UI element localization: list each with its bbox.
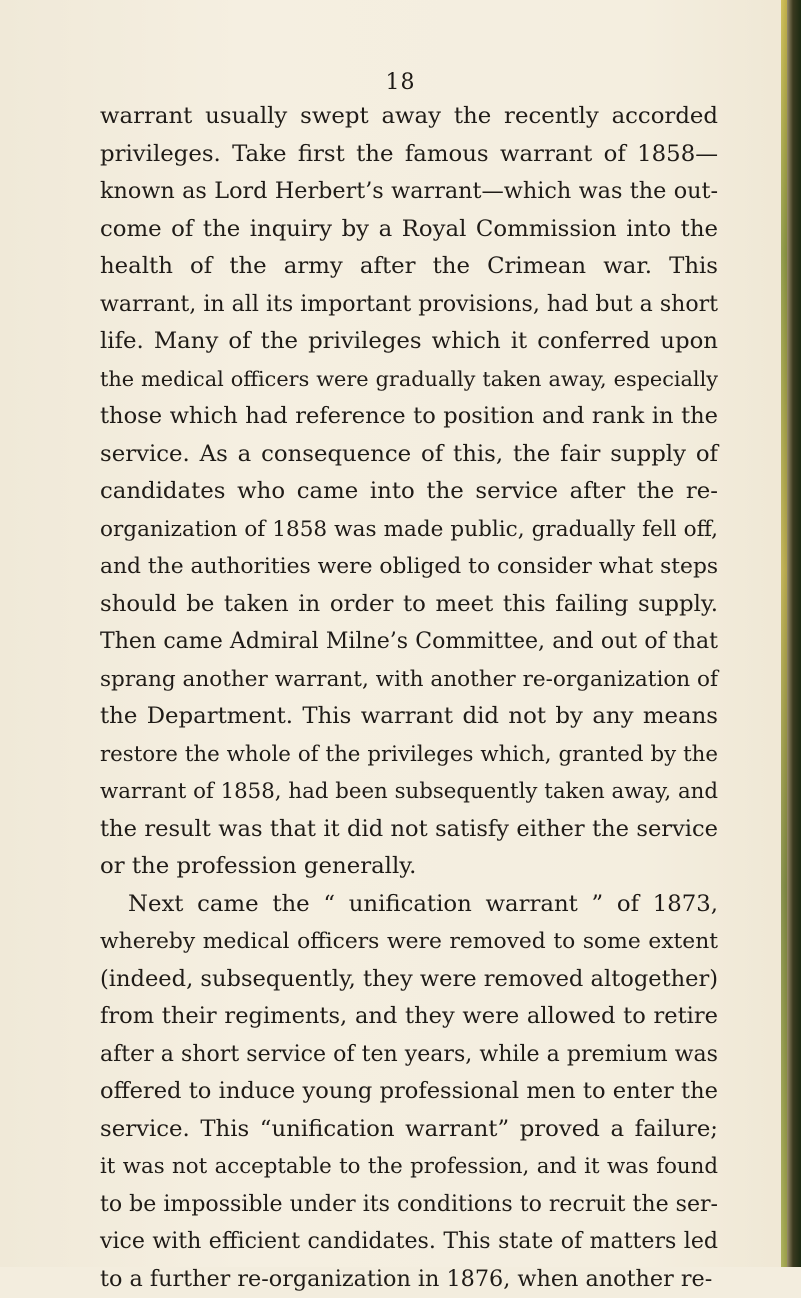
text-line: candidates who came into the service after the re-	[100, 473, 718, 511]
text-line: it was not acceptable to the profession, and it was found	[100, 1148, 718, 1186]
body-text	[100, 98, 718, 1298]
text-line: the result was that it did not satisfy either the service	[100, 811, 718, 849]
text-line: those which had reference to position and rank in the	[100, 398, 718, 436]
text-line: life. Many of the privileges which it conferred upon	[100, 323, 718, 361]
text-line: from their regiments, and they were allowed to retire	[100, 998, 718, 1036]
paragraph-first-line: Next came the “ unification warrant ” of 1873,	[100, 886, 718, 924]
text-line: privileges. Take first the famous warrant of 1858—	[100, 136, 718, 174]
text-line: whereby medical officers were removed to some extent	[100, 923, 718, 961]
text-line: vice with efficient candidates. This state of matters led	[100, 1223, 718, 1261]
text-line: the Department. This warrant did not by any means	[100, 698, 718, 736]
text-line: and the authorities were obliged to consider what steps	[100, 548, 718, 586]
text-line: service. As a consequence of this, the fair supply of	[100, 436, 718, 474]
text-line: service. This “unification warrant” proved a failure;	[100, 1111, 718, 1149]
text-line: to a further re-organization in 1876, when another re-	[100, 1261, 718, 1298]
text-line: after a short service of ten years, while a premium was	[100, 1036, 718, 1074]
page-number: 18	[0, 70, 801, 95]
text-line: Then came Admiral Milne’s Committee, and out of that	[100, 623, 718, 661]
text-line: organization of 1858 was made public, gradually fell off,	[100, 511, 718, 549]
text-line: or the profession generally.	[100, 848, 718, 886]
text-line: warrant usually swept away the recently accorded	[100, 98, 718, 136]
page-edge-tint	[781, 0, 787, 1267]
text-line: (indeed, subsequently, they were removed altogether)	[100, 961, 718, 999]
text-line: to be impossible under its conditions to recruit the ser-	[100, 1186, 718, 1224]
text-line: should be taken in order to meet this failing supply.	[100, 586, 718, 624]
text-line: warrant, in all its important provisions, had but a short	[100, 286, 718, 324]
text-line: warrant of 1858, had been subsequently taken away, and	[100, 773, 718, 811]
text-line: known as Lord Herbert’s warrant—which was the out-	[100, 173, 718, 211]
text-line: health of the army after the Crimean war. This	[100, 248, 718, 286]
text-line: restore the whole of the privileges which, granted by the	[100, 736, 718, 774]
text-line: the medical officers were gradually taken away, especially	[100, 361, 718, 399]
text-line: sprang another warrant, with another re-organization of	[100, 661, 718, 699]
text-line: offered to induce young professional men to enter the	[100, 1073, 718, 1111]
text-line: come of the inquiry by a Royal Commission into the	[100, 211, 718, 249]
